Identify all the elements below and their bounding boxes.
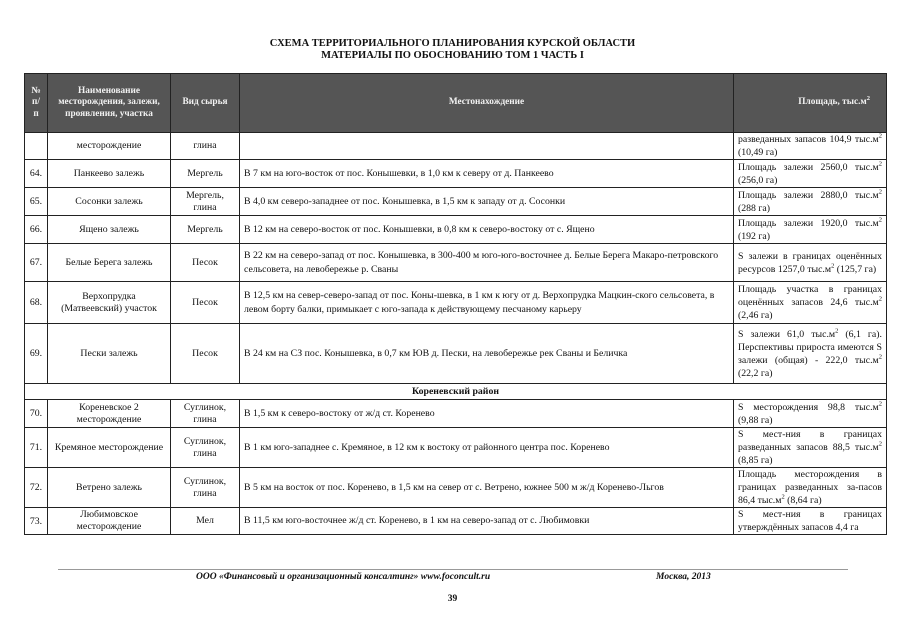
cell-area: разведанных запасов 104,9 $тыс.м^2$ (10,49 га) — [734, 133, 887, 160]
cell-area: Площадь месторождения в границах разведанных за-пасов 86,4 $тыс.м^2$ (8,64 га) — [734, 468, 887, 508]
table-row — [25, 160, 887, 188]
cell-number: 66. — [25, 216, 48, 244]
col-header-area: Площадь, $тыс.м^2$ — [734, 74, 887, 133]
cell-type: Суглинок, глина — [171, 428, 240, 468]
table-row — [25, 508, 887, 535]
header-line-1: СХЕМА ТЕРРИТОРИАЛЬНОГО ПЛАНИРОВАНИЯ КУРСКОЙ ОБЛАСТИ — [269, 38, 636, 49]
cell-number: 72. — [25, 468, 48, 508]
table-body-top — [25, 133, 887, 384]
table-row — [25, 244, 887, 282]
cell-area: S мест-ния в границах разведанных запасов 88,5 $тыс.м^2$ (8,85 га) — [734, 428, 887, 468]
table-row — [25, 188, 887, 216]
cell-type: глина — [171, 133, 240, 160]
cell-number — [25, 133, 48, 160]
table-row — [25, 133, 887, 160]
cell-location — [240, 133, 734, 160]
table-row — [25, 324, 887, 384]
cell-number: 64. — [25, 160, 48, 188]
cell-number: 68. — [25, 282, 48, 324]
cell-location: В 5 км на восток от пос. Коренево, в 1,5 км на север от с. Ветрено, южнее 500 м ж/д Коренево-Льгов — [240, 468, 734, 508]
cell-number: 70. — [25, 400, 48, 428]
cell-location: В 1,5 км к северо-востоку от ж/д ст. Коренево — [240, 400, 734, 428]
table-row — [25, 468, 887, 508]
table-body-bottom — [25, 400, 887, 535]
document-header — [0, 38, 905, 62]
table-row — [25, 400, 887, 428]
cell-name: Белые Берега залежь — [48, 244, 171, 282]
table-row — [25, 282, 887, 324]
cell-type: Мергель, глина — [171, 188, 240, 216]
cell-location: В 11,5 км юго-восточнее ж/д ст. Коренево, в 1 км на северо-запад от с. Любимовки — [240, 508, 734, 535]
cell-name: Ящено залежь — [48, 216, 171, 244]
cell-name: Кореневское 2 месторождение — [48, 400, 171, 428]
deposits-table — [24, 73, 887, 535]
section-row — [25, 384, 887, 400]
cell-type: Песок — [171, 324, 240, 384]
cell-type: Песок — [171, 282, 240, 324]
cell-area: S мест-ния в границах утверждённых запасов 4,4 га — [734, 508, 887, 535]
cell-name: Ветрено залежь — [48, 468, 171, 508]
cell-location: В 12,5 км на север-северо-запад от пос. Коны-шевка, в 1 км к югу от д. Верхопрудка Мацкин-ского сельсовета, в левом борту балки, примыкает с юго-запада к действующему песчаному карьеру — [240, 282, 734, 324]
section-title: Кореневский район — [25, 384, 887, 400]
cell-area: Площадь залежи 2880,0 $тыс.м^2$ (288 га) — [734, 188, 887, 216]
cell-number: 71. — [25, 428, 48, 468]
cell-location: В 7 км на юго-восток от пос. Конышевки, в 1,0 км к северу от д. Панкеево — [240, 160, 734, 188]
cell-type: Суглинок, глина — [171, 400, 240, 428]
page-number: 39 — [447, 594, 458, 604]
cell-type: Песок — [171, 244, 240, 282]
cell-name: Любимовское месторождение — [48, 508, 171, 535]
cell-area: Площадь залежи 1920,0 $тыс.м^2$ (192 га) — [734, 216, 887, 244]
col-header-number: № п/ п — [25, 74, 48, 133]
cell-type: Мергель — [171, 216, 240, 244]
cell-number: 73. — [25, 508, 48, 535]
cell-location: В 24 км на СЗ пос. Конышевка, в 0,7 км ЮВ д. Пески, на левобережье рек Сваны и Беличка — [240, 324, 734, 384]
cell-area: S залежи 61,0 $тыс.м^2$ (6,1 га). Перспективы прироста имеются S залежи (общая) - 222,0 $тыс.м^2$ (22,2 га) — [734, 324, 887, 384]
cell-area: Площадь участка в границах оценённых запасов 24,6 $тыс.м^2$ (2,46 га) — [734, 282, 887, 324]
table-header-row — [25, 74, 887, 133]
cell-name: Панкеево залежь — [48, 160, 171, 188]
cell-location: В 1 км юго-западнее с. Кремяное, в 12 км к востоку от районного центра пос. Коренево — [240, 428, 734, 468]
cell-type: Мел — [171, 508, 240, 535]
cell-type: Суглинок, глина — [171, 468, 240, 508]
col-header-type: Вид сырья — [171, 74, 240, 133]
header-line-2: МАТЕРИАЛЫ ПО ОБОСНОВАНИЮ ТОМ 1 ЧАСТЬ I — [321, 50, 584, 61]
cell-name: Сосонки залежь — [48, 188, 171, 216]
cell-area: S залежи в границах оценённых ресурсов 1257,0 $тыс.м^2$ (125,7 га) — [734, 244, 887, 282]
footer-company: ООО «Финансовый и организационный консалтинг» www.foconcult.ru — [196, 572, 491, 582]
cell-number: 65. — [25, 188, 48, 216]
cell-name: месторождение — [48, 133, 171, 160]
table-row — [25, 216, 887, 244]
cell-name: Пески залежь — [48, 324, 171, 384]
footer-divider — [58, 569, 848, 570]
footer-city-year: Москва, 2013 — [656, 572, 711, 582]
cell-location: В 12 км на северо-восток от пос. Конышевки, в 0,8 км к северо-востоку от с. Ящено — [240, 216, 734, 244]
cell-area: Площадь залежи 2560,0 $тыс.м^2$ (256,0 га) — [734, 160, 887, 188]
cell-area: S месторождения 98,8 $тыс.м^2$ (9,88 га) — [734, 400, 887, 428]
cell-location: В 22 км на северо-запад от пос. Конышевка, в 300-400 м юго-юго-восточнее д. Белые Берега Макаро-петровского сельсовета, на левобережье р. Сваны — [240, 244, 734, 282]
cell-name: Верхопрудка (Матвеевский) участок — [48, 282, 171, 324]
cell-type: Мергель — [171, 160, 240, 188]
cell-location: В 4,0 км северо-западнее от пос. Конышевка, в 1,5 км к западу от д. Сосонки — [240, 188, 734, 216]
cell-number: 67. — [25, 244, 48, 282]
cell-name: Кремяное месторождение — [48, 428, 171, 468]
col-header-location: Местонахождение — [240, 74, 734, 133]
col-header-name: Наименование месторождения, залежи, проявления, участка — [48, 74, 171, 133]
table-row — [25, 428, 887, 468]
cell-number: 69. — [25, 324, 48, 384]
